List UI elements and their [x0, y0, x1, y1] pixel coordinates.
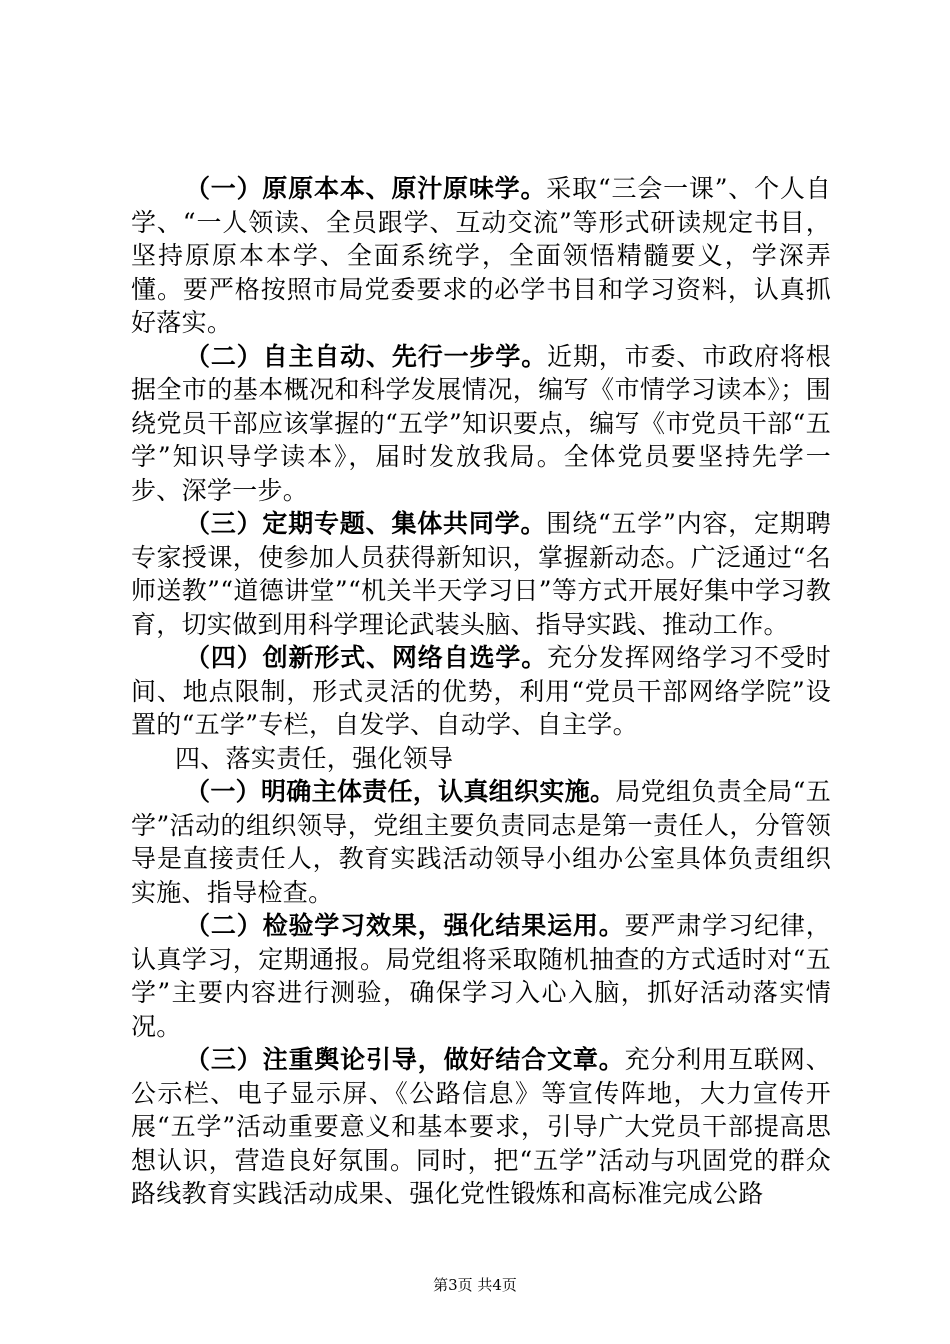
section-heading: 四、落实责任，强化领导 [175, 743, 454, 773]
section-paragraph-3 [131, 1043, 831, 1211]
paragraph-text: 近期，市委、市政府将根据全市的基本概况和科学发展情况，编写《市情学习读本》；围绕党员干部应该掌握的“五学”知识要点，编写《市党员干部“五学”知识导学读本》，届时发放我局。全体党员要坚持先学一步、深学一步。 [131, 341, 831, 505]
paragraph-3 [131, 507, 831, 641]
paragraph-lead: （二）检验学习效果，强化结果运用。 [185, 911, 625, 940]
paragraph-text: 围绕“五学”内容，定期聘专家授课，使参加人员获得新知识，掌握新动态。广泛通过“名师送教”“道德讲堂”“机关半天学习日”等方式开展好集中学习教育，切实做到用科学理论武装头脑、指导实践、推动工作。 [131, 509, 831, 639]
paragraph-lead: （二）自主自动、先行一步学。 [185, 341, 548, 371]
paragraph-lead: （三）定期专题、集体共同学。 [185, 509, 547, 538]
paragraph-4 [131, 641, 831, 742]
paragraph-text: 充分利用互联网、公示栏、电子显示屏、《公路信息》等宣传阵地，大力宣传开展“五学”活动重要意义和基本要求，引导广大党员干部提高思想认识，营造良好氛围。同时，把“五学”活动与巩固党的群众路线教育实践活动成果、强化党性锻炼和高标准完成公路 [131, 1045, 831, 1208]
paragraph-1 [131, 172, 831, 340]
paragraph-lead: （四）创新形式、网络自选学。 [185, 643, 548, 672]
paragraph-2 [131, 340, 831, 508]
paragraph-lead: （三）注重舆论引导，做好结合文章。 [185, 1045, 625, 1074]
paragraph-text: 要严肃学习纪律，认真学习，定期通报。局党组将采取随机抽查的方式适时对“五学”主要内容进行测验，确保学习入心入脑，抓好活动落实情况。 [131, 911, 831, 1041]
paragraph-text: 局党组负责全局“五学”活动的组织领导，党组主要负责同志是第一责任人，分管领导是直接责任人，教育实践活动领导小组办公室具体负责组织实施、指导检查。 [131, 777, 832, 907]
section-paragraph-2 [131, 909, 831, 1043]
section-paragraph-1 [131, 775, 831, 909]
paragraph-lead: （一）明确主体责任，认真组织实施。 [185, 777, 616, 806]
page-footer: 第3页 共4页 [433, 1276, 517, 1294]
document-body [131, 172, 831, 1211]
paragraph-lead: （一）原原本本、原汁原味学。 [185, 174, 547, 203]
paragraph-text: 充分发挥网络学习不受时间、地点限制，形式灵活的优势，利用“党员干部网络学院”设置的“五学”专栏，自发学、自动学、自主学。 [131, 643, 831, 739]
paragraph-text: 采取“三会一课”、个人自学、“一人领读、全员跟学、互动交流”等形式研读规定书目，坚持原原本本学、全面系统学，全面领悟精髓要义，学深弄懂。要严格按照市局党委要求的必学书目和学习资料，认真抓好落实。 [131, 174, 831, 337]
